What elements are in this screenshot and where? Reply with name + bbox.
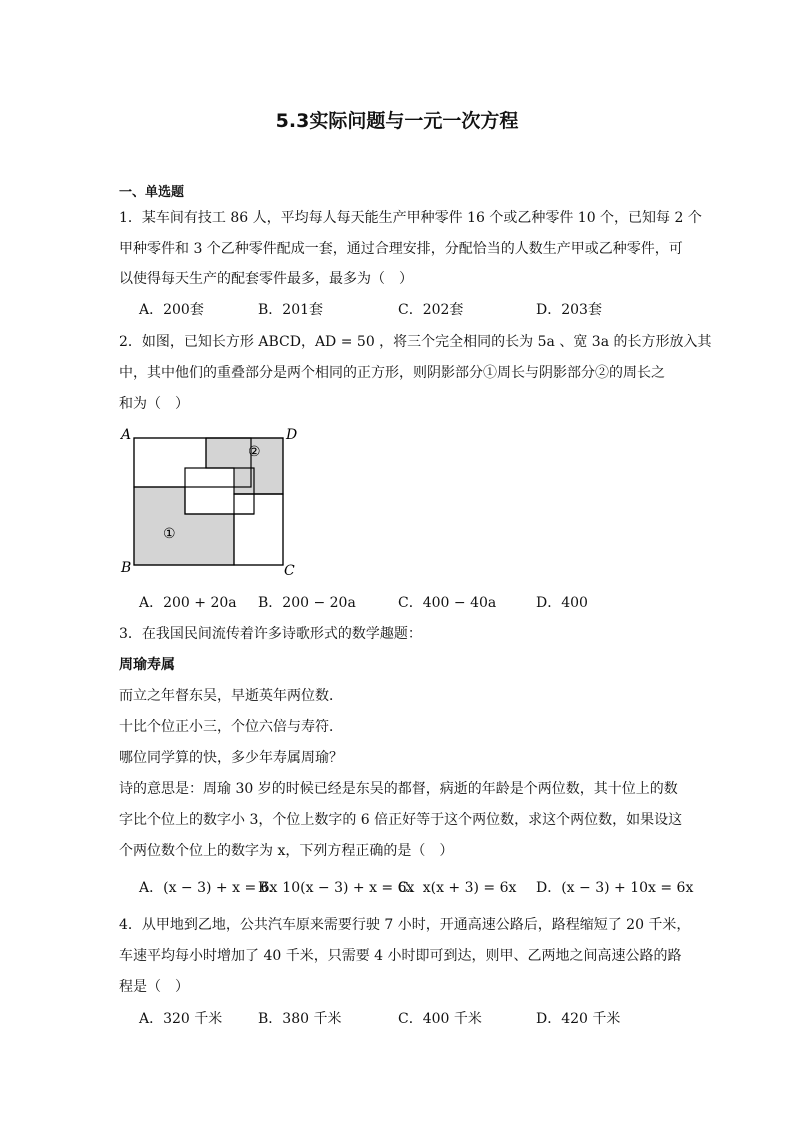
region-label-2: ② bbox=[248, 444, 261, 460]
q1-line-3: 以使得每天生产的配套零件最多，最多为（ ） bbox=[119, 271, 413, 287]
q2-option-a: A．200 + 20a bbox=[139, 595, 237, 611]
vertex-label-c: C bbox=[284, 563, 295, 579]
q1-option-d: D．203套 bbox=[536, 302, 602, 318]
q4-line-3: 程是（ ） bbox=[119, 979, 189, 995]
page-title: 5.3实际问题与一元一次方程 bbox=[275, 110, 519, 132]
q3-poem-line-3: 哪位同学算的快，多少年寿属周瑜？ bbox=[119, 750, 343, 766]
rectangle-figure bbox=[117, 425, 307, 580]
q3-option-d: D．(x − 3) + 10x = 6x bbox=[536, 880, 694, 896]
q3-option-b: B．10(x − 3) + x = 6x bbox=[258, 880, 415, 896]
q2-option-c: C．400 − 40a bbox=[398, 595, 497, 611]
q4-option-b: B．380 千米 bbox=[258, 1011, 342, 1027]
q3-explain-3: 个两位数个位上的数字为 x，下列方程正确的是（ ） bbox=[119, 843, 454, 859]
q1-option-b: B．201套 bbox=[258, 302, 324, 318]
q3-intro: 3．在我国民间流传着许多诗歌形式的数学趣题： bbox=[119, 626, 422, 642]
q3-poem-line-2: 十比个位正小三，个位六倍与寿符． bbox=[119, 719, 343, 735]
region-label-1: ① bbox=[163, 526, 176, 542]
q1-line-2: 甲种零件和 3 个乙种零件配成一套，通过合理安排，分配恰当的人数生产甲或乙种零件，可 bbox=[119, 241, 683, 257]
q4-option-c: C．400 千米 bbox=[398, 1011, 482, 1027]
vertex-label-a: A bbox=[121, 427, 132, 443]
vertex-label-b: B bbox=[121, 560, 132, 576]
q3-option-c: C．x(x + 3) = 6x bbox=[398, 880, 517, 896]
shaded-region-1 bbox=[134, 487, 234, 565]
inner-rectangle-3 bbox=[234, 494, 283, 565]
q4-option-d: D．420 千米 bbox=[536, 1011, 621, 1027]
q3-explain-1: 诗的意思是：周瑜 30 岁的时候已经是东吴的都督，病逝的年龄是个两位数，其十位上的数 bbox=[119, 781, 678, 797]
q3-explain-2: 字比个位上的数字小 3，个位上数字的 6 倍正好等于这个两位数，求这个两位数，如果设这 bbox=[119, 812, 683, 828]
q3-poem-line-1: 而立之年督东吴，早逝英年两位数． bbox=[119, 688, 343, 704]
q2-option-b: B．200 − 20a bbox=[258, 595, 356, 611]
section-heading: 一、单选题 bbox=[119, 185, 185, 200]
q3-poem-title: 周瑜寿属 bbox=[119, 657, 175, 673]
q2-line-3: 和为（ ） bbox=[119, 396, 189, 412]
q2-option-d: D．400 bbox=[536, 595, 588, 611]
q2-line-1: 2．如图，已知长方形 ABCD，AD = 50 ，将三个完全相同的长为 5a 、宽 3a 的长方形放入其 bbox=[119, 334, 712, 350]
shaded-region-2 bbox=[206, 438, 283, 494]
q1-line-1: 1．某车间有技工 86 人，平均每人每天能生产甲种零件 16 个或乙种零件 10 个，已知每 2 个 bbox=[119, 210, 702, 226]
q4-line-2: 车速平均每小时增加了 40 千米，只需要 4 小时即可到达，则甲、乙两地之间高速公路的路 bbox=[119, 948, 682, 964]
q2-line-2: 中，其中他们的重叠部分是两个相同的正方形，则阴影部分①周长与阴影部分②的周长之 bbox=[119, 365, 665, 381]
vertex-label-d: D bbox=[286, 427, 298, 443]
q1-option-a: A．200套 bbox=[139, 302, 204, 318]
q4-option-a: A．320 千米 bbox=[139, 1011, 223, 1027]
q3-option-a: A．(x − 3) + x = 6x bbox=[139, 880, 278, 896]
q1-option-c: C．202套 bbox=[398, 302, 464, 318]
q4-line-1: 4．从甲地到乙地，公共汽车原来需要行驶 7 小时，开通高速公路后，路程缩短了 20 千米， bbox=[119, 917, 691, 933]
